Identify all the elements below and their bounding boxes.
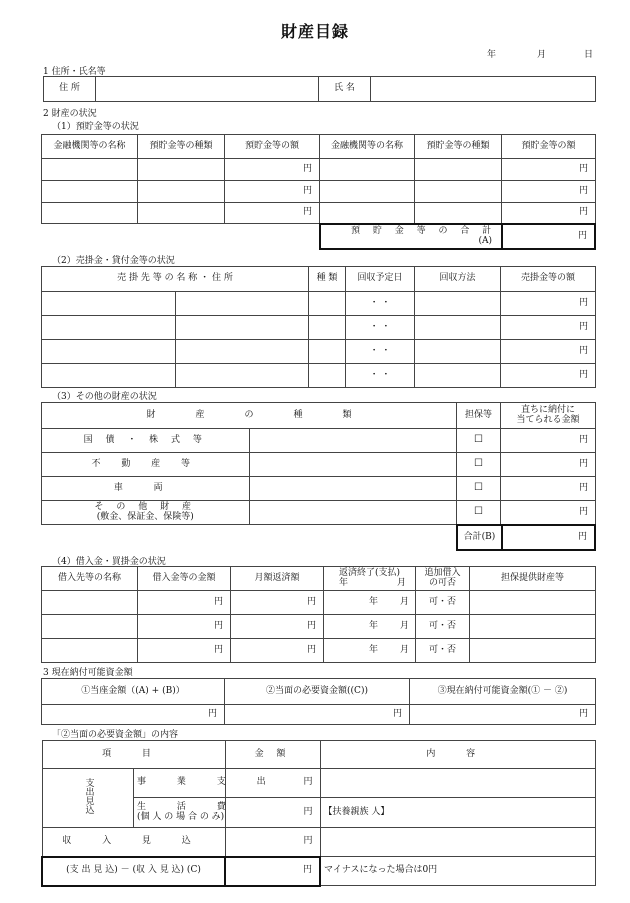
address-name-table: [43, 76, 596, 102]
address-label: 住 所: [44, 77, 96, 102]
name-field[interactable]: [371, 77, 596, 102]
payable-funds-table: [41, 678, 596, 725]
yen-unit: 円: [501, 292, 596, 316]
yen-unit: 円: [501, 316, 596, 340]
deposits-col-header: 金融機関等の名称: [42, 135, 138, 159]
needed-funds-value[interactable]: 円: [225, 705, 410, 725]
current-amount-value[interactable]: 円: [42, 705, 225, 725]
needed-funds-col-header: 金 額: [225, 741, 320, 769]
additional-borrowing-cell[interactable]: 可・否: [416, 639, 470, 663]
name-label: 氏 名: [319, 77, 371, 102]
receivables-col-header: 売掛金等の額: [501, 267, 596, 292]
deposit-cell[interactable]: [415, 181, 502, 203]
other-assets-total-value[interactable]: 円: [502, 525, 595, 550]
receivable-address-cell[interactable]: [175, 340, 309, 364]
receivables-col-header: 種 類: [309, 267, 346, 292]
deposits-col-header: 預貯金等の額: [502, 135, 596, 159]
deposit-cell[interactable]: [42, 181, 138, 203]
asset-type-label: 国 債 ・ 株 式 等: [42, 429, 250, 453]
yen-unit: 円: [501, 501, 596, 525]
deposit-cell[interactable]: [320, 181, 415, 203]
collection-date-cell[interactable]: ・ ・: [346, 364, 415, 388]
yen-unit: 円: [501, 364, 596, 388]
asset-detail-cell[interactable]: [249, 429, 457, 453]
other-assets-table: [41, 402, 596, 525]
table-row: [42, 769, 596, 798]
needed-funds-formula-label: (支 出 見 込) － (収 入 見 込) (C): [42, 857, 225, 886]
table-row: [42, 705, 596, 725]
loans-col-header: 返済終了(支払) 年 月: [324, 567, 416, 591]
asset-type-label: 不 動 産 等: [42, 453, 250, 477]
yen-unit: 円: [225, 203, 320, 224]
table-row: [42, 159, 596, 181]
other-assets-total-label: 合計(B): [457, 525, 502, 550]
date-year: 年: [487, 50, 497, 60]
funds-col-header: ③現在納付可能資金額(① － ②): [410, 679, 596, 705]
yen-unit: 円: [225, 181, 320, 203]
collection-method-cell[interactable]: [415, 364, 501, 388]
collateral-checkbox[interactable]: ☐: [457, 477, 501, 501]
asset-detail-cell[interactable]: [249, 501, 457, 525]
receivables-col-header: 売 掛 先 等 の 名 称 ・ 住 所: [42, 267, 309, 292]
table-row: [42, 316, 596, 340]
income-outlook-label: 収 入 見 込: [42, 828, 225, 857]
needed-funds-table: [41, 740, 596, 887]
dependents-detail[interactable]: 【扶養親族 人】: [320, 798, 596, 828]
table-row: [42, 477, 596, 501]
table-row: [42, 203, 596, 224]
needed-funds-heading: 「②当面の必要資金額」の内容: [52, 730, 179, 740]
deposits-table: [41, 134, 596, 224]
lender-name-cell[interactable]: [42, 615, 138, 639]
deposit-cell[interactable]: [320, 203, 415, 224]
deposit-cell[interactable]: [320, 159, 415, 181]
deposits-total-table: [319, 223, 596, 250]
date-month: 月: [537, 50, 547, 60]
collection-method-cell[interactable]: [415, 316, 501, 340]
collateral-checkbox[interactable]: ☐: [457, 501, 501, 525]
loans-col-header: 担保提供財産等: [470, 567, 596, 591]
asset-detail-cell[interactable]: [249, 477, 457, 501]
payable-funds-value[interactable]: 円: [410, 705, 596, 725]
table-row: [42, 181, 596, 203]
table-row: [42, 364, 596, 388]
lender-name-cell[interactable]: [42, 591, 138, 615]
collection-method-cell[interactable]: [415, 292, 501, 316]
collection-date-cell[interactable]: ・ ・: [346, 292, 415, 316]
other-assets-col-header: 財 産 の 種 類: [42, 403, 457, 429]
deposit-cell[interactable]: [42, 159, 138, 181]
section-3-heading: 3 現在納付可能資金額: [43, 668, 133, 678]
yen-unit: 円: [225, 159, 320, 181]
table-row: [42, 340, 596, 364]
receivable-type-cell[interactable]: [309, 316, 346, 340]
table-row: [42, 501, 596, 525]
table-row: [42, 828, 596, 857]
other-assets-total-table: [456, 524, 596, 551]
additional-borrowing-cell[interactable]: 可・否: [416, 615, 470, 639]
funds-col-header: ②当面の必要資金額((C)): [225, 679, 410, 705]
yen-unit: 円: [138, 591, 231, 615]
yen-unit: 円: [501, 477, 596, 501]
table-row: [42, 857, 596, 886]
deposit-cell[interactable]: [138, 159, 225, 181]
page-title: 財産目録: [280, 22, 349, 41]
deposits-col-header: 預貯金等の種類: [138, 135, 225, 159]
date-day: 日: [584, 50, 594, 60]
table-row: [42, 453, 596, 477]
yen-unit: 円: [225, 798, 320, 828]
repayment-end-cell[interactable]: 年 月: [324, 591, 416, 615]
receivable-name-cell[interactable]: [42, 316, 176, 340]
deposit-cell[interactable]: [415, 203, 502, 224]
receivables-table: [41, 266, 596, 388]
collection-method-cell[interactable]: [415, 340, 501, 364]
yen-unit: 円: [501, 453, 596, 477]
table-row: [42, 639, 596, 663]
repayment-end-cell[interactable]: 年 月: [324, 639, 416, 663]
asset-detail-cell[interactable]: [249, 453, 457, 477]
receivable-name-cell[interactable]: [42, 292, 176, 316]
other-assets-col-header: 直ちに納付に 当てられる金額: [501, 403, 596, 429]
deposit-cell[interactable]: [42, 203, 138, 224]
deposits-total-label: 預 貯 金 等 の 合 計 (A): [320, 224, 502, 249]
funds-col-header: ①当座金額（(A) + (B)）: [42, 679, 225, 705]
yen-unit: 円: [231, 639, 324, 663]
deposits-col-header: 金融機関等の名称: [320, 135, 415, 159]
negative-note: マイナスになった場合は0円: [320, 857, 596, 886]
needed-funds-col-header: 項 目: [42, 741, 225, 769]
table-row: [42, 292, 596, 316]
receivables-heading: （2）売掛金・貸付金等の状況: [52, 256, 175, 266]
deposit-cell[interactable]: [138, 203, 225, 224]
lender-name-cell[interactable]: [42, 639, 138, 663]
loans-heading: （4）借入金・買掛金の状況: [52, 557, 166, 567]
receivables-col-header: 回収予定日: [346, 267, 415, 292]
asset-type-label: 車 両: [42, 477, 250, 501]
receivable-type-cell[interactable]: [309, 340, 346, 364]
deposits-total-value[interactable]: 円: [502, 224, 595, 249]
other-assets-heading: （3）その他の財産の状況: [52, 392, 157, 402]
loans-col-header: 追加借入 の可否: [416, 567, 470, 591]
asset-type-label: そ の 他 財 産 (敷金、保証金、保険等): [42, 501, 250, 525]
collateral-cell[interactable]: [470, 591, 596, 615]
yen-unit: 円: [225, 828, 320, 857]
yen-unit: 円: [231, 615, 324, 639]
repayment-end-cell[interactable]: 年 月: [324, 615, 416, 639]
loans-table: [41, 566, 596, 663]
table-row: [42, 615, 596, 639]
loans-col-header: 月額返済額: [231, 567, 324, 591]
receivable-type-cell[interactable]: [309, 292, 346, 316]
loans-col-header: 借入先等の名称: [42, 567, 138, 591]
deposits-col-header: 預貯金等の額: [225, 135, 320, 159]
receivable-name-cell[interactable]: [42, 340, 176, 364]
yen-unit: 円: [501, 340, 596, 364]
yen-unit: 円: [502, 181, 596, 203]
collateral-checkbox[interactable]: ☐: [457, 429, 501, 453]
receivable-address-cell[interactable]: [175, 316, 309, 340]
deposit-cell[interactable]: [138, 181, 225, 203]
needed-funds-total-value[interactable]: 円: [225, 857, 320, 886]
section-1-heading: 1 住所・氏名等: [43, 67, 106, 77]
table-row: [42, 429, 596, 453]
expense-outlook-label: 支出見込: [42, 769, 134, 828]
business-expense-detail[interactable]: [320, 769, 596, 798]
yen-unit: 円: [502, 203, 596, 224]
receivables-col-header: 回収方法: [415, 267, 501, 292]
collateral-cell[interactable]: [470, 615, 596, 639]
yen-unit: 円: [501, 429, 596, 453]
loans-col-header: 借入金等の金額: [138, 567, 231, 591]
deposits-col-header: 預貯金等の種類: [415, 135, 502, 159]
income-outlook-detail[interactable]: [320, 828, 596, 857]
collection-date-cell[interactable]: ・ ・: [346, 316, 415, 340]
yen-unit: 円: [138, 615, 231, 639]
receivable-type-cell[interactable]: [309, 364, 346, 388]
yen-unit: 円: [502, 159, 596, 181]
living-expense-label: 生 活 費 (個 人 の 場 合 の み): [134, 798, 226, 828]
collection-date-cell[interactable]: ・ ・: [346, 340, 415, 364]
other-assets-col-header: 担保等: [457, 403, 501, 429]
address-field[interactable]: [96, 77, 319, 102]
table-row: [42, 591, 596, 615]
collateral-cell[interactable]: [470, 639, 596, 663]
receivable-address-cell[interactable]: [175, 292, 309, 316]
section-2-heading: 2 財産の状況: [43, 109, 97, 119]
receivable-address-cell[interactable]: [175, 364, 309, 388]
yen-unit: 円: [231, 591, 324, 615]
receivable-name-cell[interactable]: [42, 364, 176, 388]
business-expense-label: 事 業 支 出: [134, 769, 226, 798]
deposit-cell[interactable]: [415, 159, 502, 181]
yen-unit: 円: [138, 639, 231, 663]
collateral-checkbox[interactable]: ☐: [457, 453, 501, 477]
additional-borrowing-cell[interactable]: 可・否: [416, 591, 470, 615]
yen-unit: 円: [225, 769, 320, 798]
deposits-heading: （1）預貯金等の状況: [52, 122, 139, 132]
needed-funds-col-header: 内 容: [320, 741, 596, 769]
